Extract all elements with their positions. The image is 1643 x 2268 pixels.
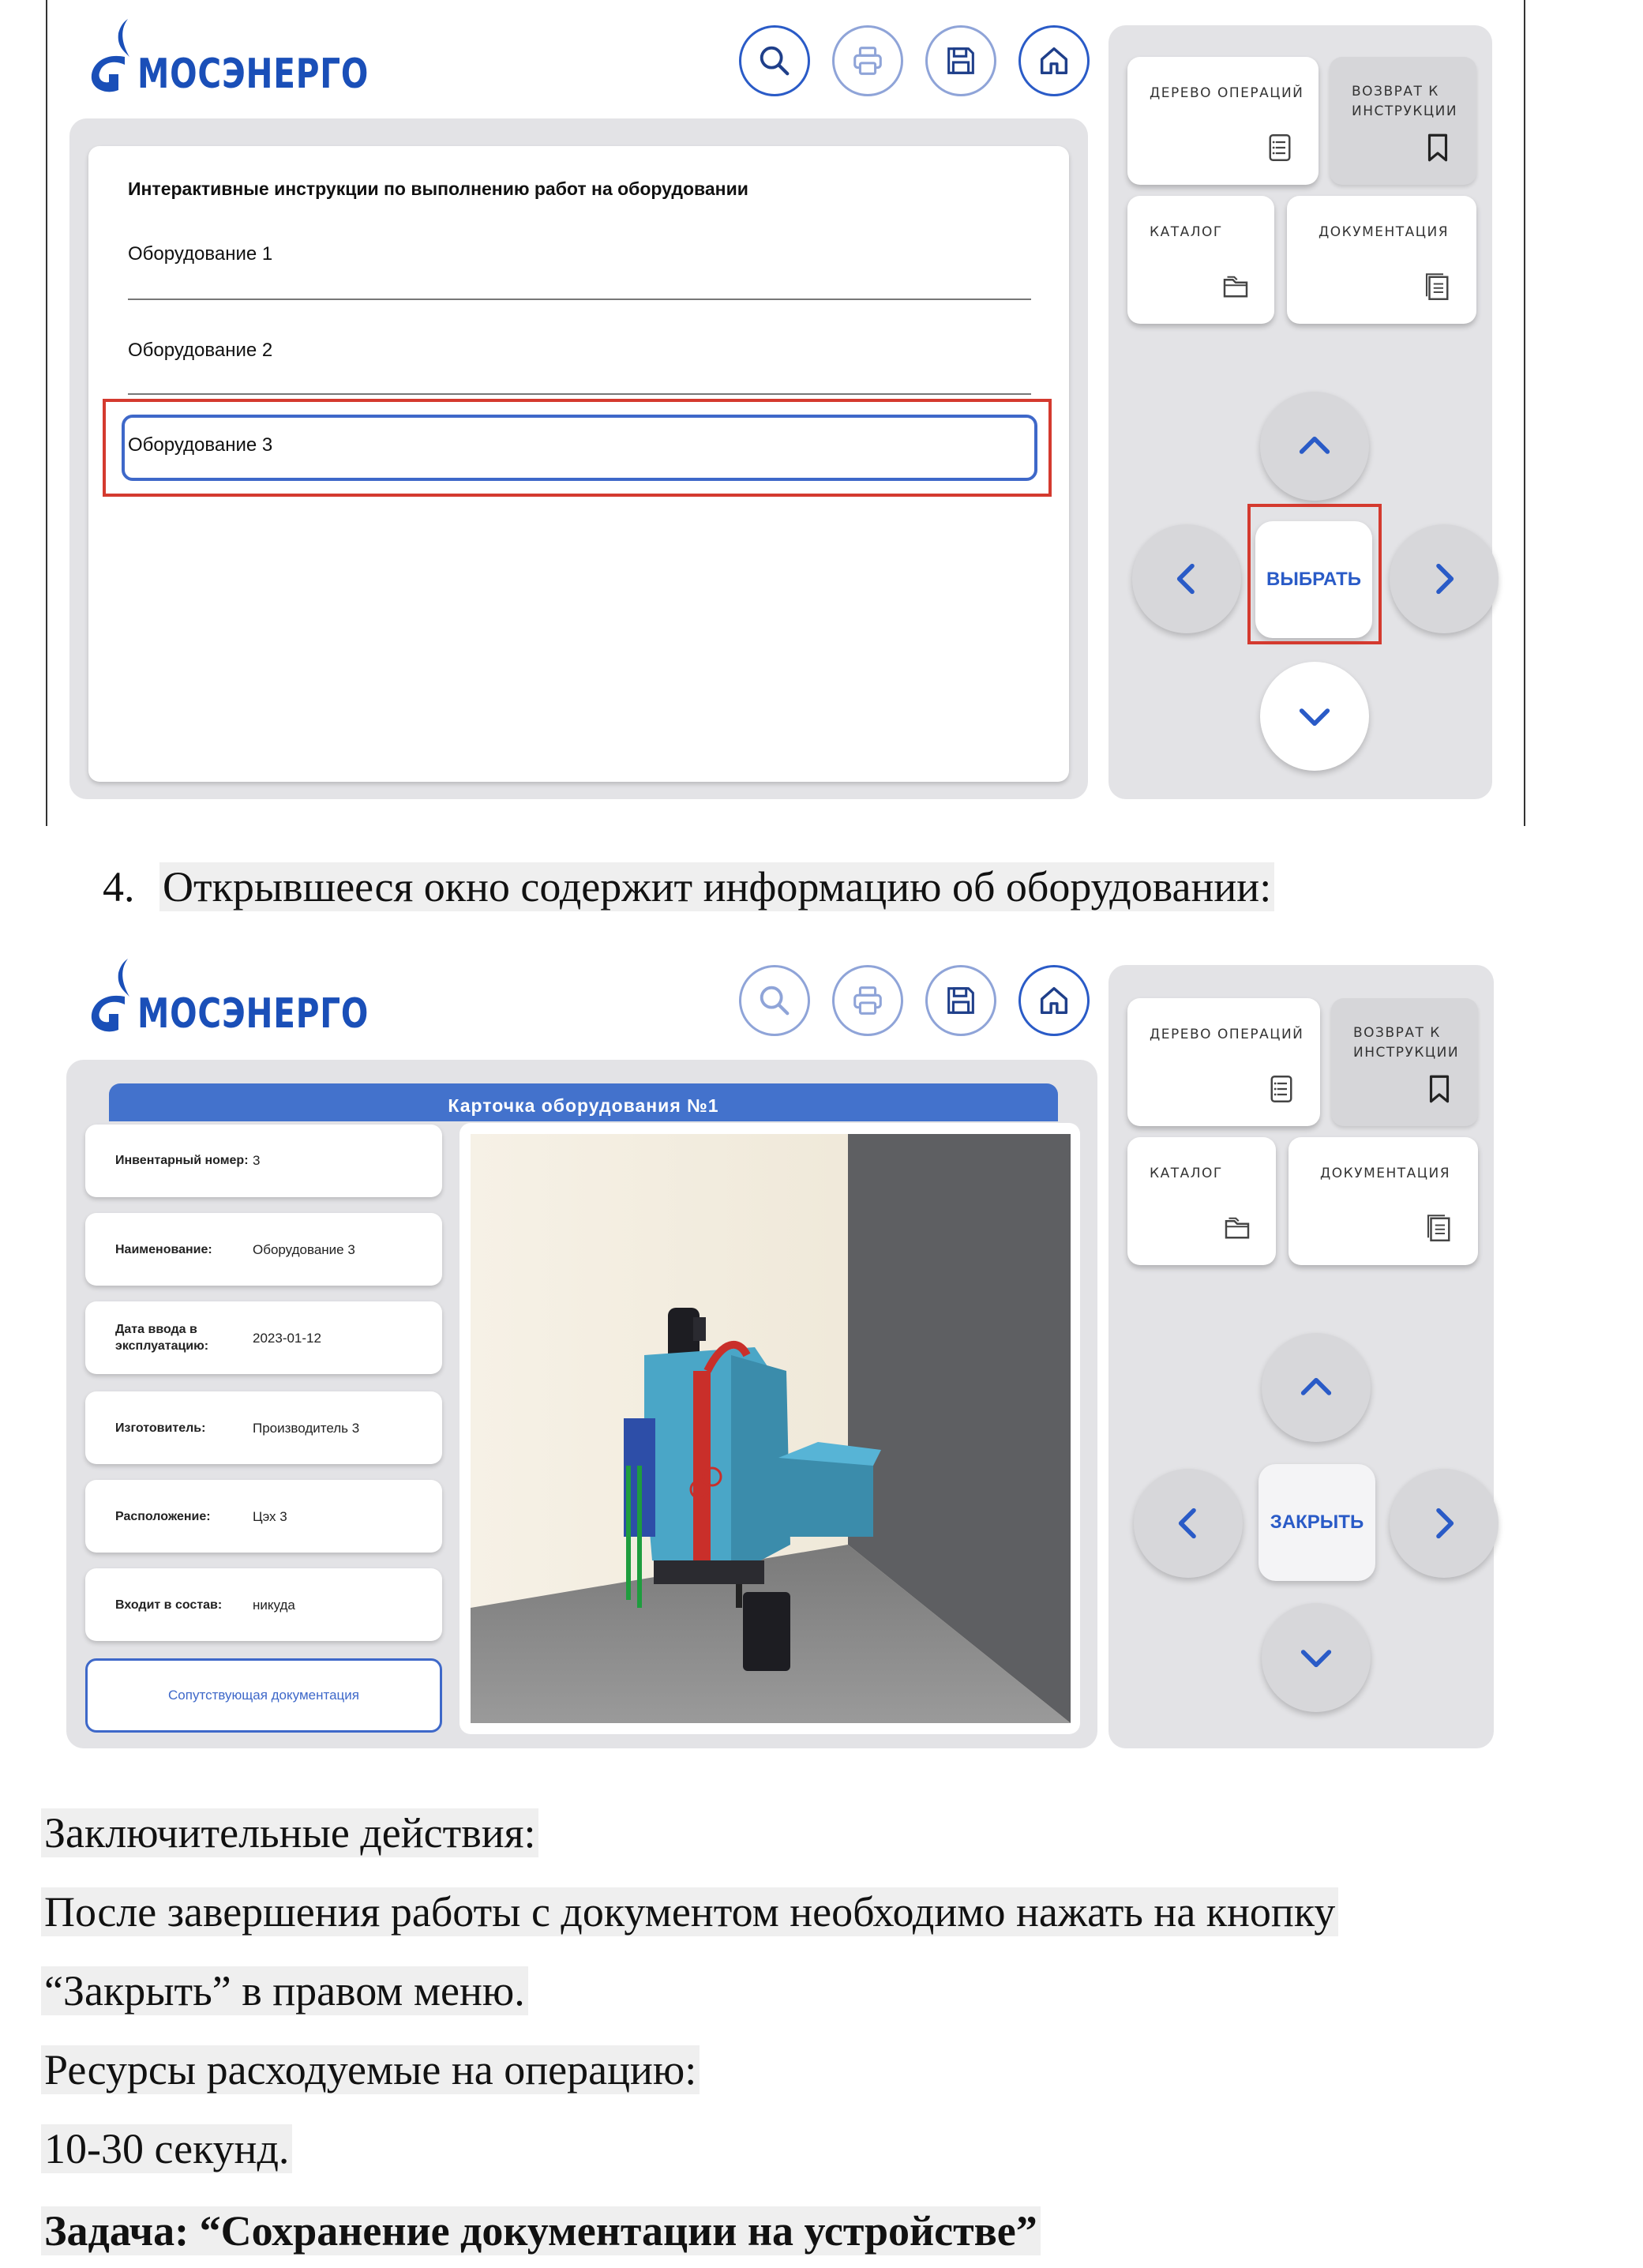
documents-icon (1421, 270, 1454, 303)
checklist-icon (1263, 131, 1296, 164)
chevron-left-icon (1166, 1501, 1210, 1545)
list-item[interactable]: Оборудование 3 (128, 434, 273, 456)
checklist-icon (1265, 1072, 1298, 1106)
nav-right-button[interactable] (1390, 1469, 1499, 1578)
home-icon (1036, 43, 1072, 79)
print-icon (850, 43, 886, 79)
bookmark-icon (1421, 131, 1454, 164)
resources-value: 10-30 секунд. (41, 2124, 292, 2173)
print-icon (850, 982, 886, 1019)
chevron-right-icon (1422, 1501, 1466, 1545)
home-button[interactable] (1018, 965, 1090, 1036)
home-button[interactable] (1018, 25, 1090, 96)
model-viewer[interactable] (460, 1123, 1080, 1734)
list-item[interactable]: Оборудование 1 (128, 243, 273, 265)
save-button[interactable] (925, 25, 996, 96)
flame-logo-icon (87, 951, 134, 1034)
list-divider (128, 393, 1031, 395)
field-location: Расположение: Цэх 3 (85, 1480, 442, 1553)
catalog-tile[interactable]: КАТАЛОГ (1127, 1137, 1276, 1265)
task-title: Задача: “Сохранение документации на устройстве” (41, 2206, 1041, 2255)
return-to-instruction-tile[interactable]: ВОЗВРАТ К ИНСТРУКЦИИ (1331, 998, 1478, 1126)
nav-left-button[interactable] (1132, 524, 1241, 633)
nav-right-button[interactable] (1390, 524, 1499, 633)
resources-heading: Ресурсы расходуемые на операцию: (41, 2045, 700, 2094)
nav-down-button[interactable] (1260, 662, 1369, 771)
related-docs-button[interactable]: Сопутствующая документация (85, 1658, 442, 1733)
field-part-of: Входит в состав: никуда (85, 1568, 442, 1641)
folders-icon (1221, 1211, 1254, 1245)
final-actions-line2: “Закрыть” в правом меню. (41, 1966, 528, 2015)
chevron-up-icon (1294, 1365, 1338, 1410)
print-button[interactable] (832, 25, 903, 96)
search-button[interactable] (739, 25, 810, 96)
step-text: Открывшееся окно содержит информацию об оборудовании: (159, 862, 1274, 911)
field-inventory-number: Инвентарный номер: 3 (85, 1125, 442, 1197)
return-to-instruction-tile[interactable]: ВОЗВРАТ К ИНСТРУКЦИИ (1330, 57, 1476, 185)
select-button[interactable]: ВЫБРАТЬ (1255, 521, 1372, 638)
print-button[interactable] (832, 965, 903, 1036)
chevron-right-icon (1422, 557, 1466, 601)
save-icon (943, 982, 979, 1019)
step-number: 4. (103, 863, 135, 911)
search-button[interactable] (739, 965, 810, 1036)
home-icon (1036, 982, 1072, 1019)
nav-up-button[interactable] (1260, 392, 1369, 501)
field-manufacturer: Изготовитель: Производитель 3 (85, 1391, 442, 1464)
nav-down-button[interactable] (1262, 1603, 1371, 1712)
field-name: Наименование: Оборудование 3 (85, 1213, 442, 1286)
mosenergo-logo: МОСЭНЕРГО (87, 951, 434, 1034)
list-item[interactable]: Оборудование 2 (128, 340, 273, 361)
close-button[interactable]: ЗАКРЫТЬ (1259, 1464, 1375, 1581)
nav-left-button[interactable] (1134, 1469, 1243, 1578)
operations-tree-tile[interactable]: ДЕРЕВО ОПЕРАЦИЙ (1127, 998, 1320, 1126)
bookmark-icon (1423, 1072, 1456, 1106)
save-button[interactable] (925, 965, 996, 1036)
operations-tree-tile[interactable]: ДЕРЕВО ОПЕРАЦИЙ (1127, 57, 1319, 185)
equipment-3d-model (471, 1134, 1071, 1723)
highlight-frame (1247, 504, 1382, 644)
folders-icon (1219, 270, 1252, 303)
chevron-down-icon (1294, 1635, 1338, 1680)
nav-up-button[interactable] (1262, 1333, 1371, 1442)
flame-logo-icon (87, 11, 134, 95)
save-icon (943, 43, 979, 79)
documents-icon (1423, 1211, 1456, 1245)
catalog-tile[interactable]: КАТАЛОГ (1127, 196, 1274, 324)
documentation-tile[interactable]: ДОКУМЕНТАЦИЯ (1289, 1137, 1478, 1265)
final-actions-line1: После завершения работы с документом необходимо нажать на кнопку (41, 1887, 1338, 1936)
final-actions-heading: Заключительные действия: (41, 1808, 538, 1857)
list-divider (128, 299, 1031, 300)
equipment-card-header: Карточка оборудования №1 (109, 1083, 1058, 1121)
search-icon (756, 982, 793, 1019)
documentation-tile[interactable]: ДОКУМЕНТАЦИЯ (1287, 196, 1476, 324)
instructions-title: Интерактивные инструкции по выполнению работ на оборудовании (128, 178, 748, 199)
mosenergo-logo: МОСЭНЕРГО (87, 11, 434, 95)
chevron-up-icon (1292, 424, 1337, 468)
field-commissioning-date: Дата ввода в эксплуатацию: 2023-01-12 (85, 1301, 442, 1374)
chevron-left-icon (1165, 557, 1209, 601)
chevron-down-icon (1292, 694, 1337, 738)
search-icon (756, 43, 793, 79)
